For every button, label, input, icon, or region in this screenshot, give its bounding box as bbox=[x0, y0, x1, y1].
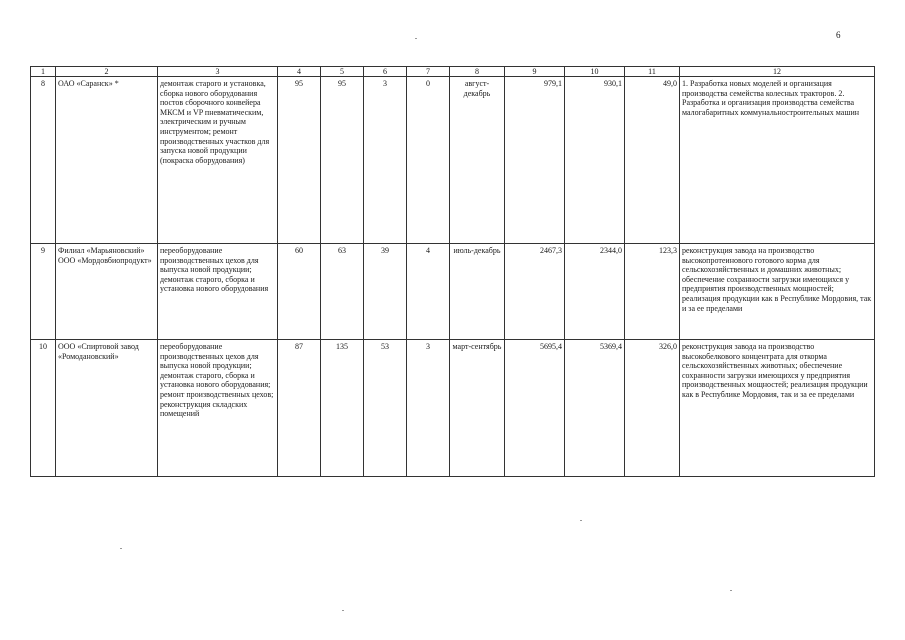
value-cell-6: 3 bbox=[364, 77, 407, 244]
value-cell-7: 3 bbox=[407, 340, 450, 477]
column-number: 9 bbox=[505, 67, 565, 77]
table-row bbox=[31, 77, 875, 244]
scan-speck bbox=[730, 590, 732, 591]
organization-name: ООО «Спиртовой завод «Ромодановский» bbox=[56, 340, 158, 477]
row-number: 9 bbox=[31, 244, 56, 340]
value-cell-11: 49,0 bbox=[625, 77, 680, 244]
value-cell-10: 5369,4 bbox=[565, 340, 625, 477]
column-number: 11 bbox=[625, 67, 680, 77]
scan-speck bbox=[415, 38, 417, 39]
page-number: 6 bbox=[836, 30, 841, 40]
period-cell: июль-декабрь bbox=[450, 244, 505, 340]
period-cell: март-сентябрь bbox=[450, 340, 505, 477]
value-cell-11: 123,3 bbox=[625, 244, 680, 340]
measures-text: переоборудование производственных цехов для выпуска новой продукции; демонтаж старого, сборка и установка нового оборудования; ремонт производственных цехов; реконструкция складских помещений bbox=[158, 340, 278, 477]
column-number: 12 bbox=[680, 67, 875, 77]
description-text: 1. Разработка новых моделей и организация производства семейства колесных тракторов. 2. Разработка и организация производства семейства малогабаритных коммунальностроительных машин bbox=[680, 77, 875, 244]
value-cell-7: 0 bbox=[407, 77, 450, 244]
column-number-row bbox=[31, 67, 875, 77]
column-number: 7 bbox=[407, 67, 450, 77]
column-number: 2 bbox=[56, 67, 158, 77]
column-number: 8 bbox=[450, 67, 505, 77]
measures-text: переоборудование производственных цехов для выпуска новой продукции; демонтаж старого, сборка и установка нового оборудования bbox=[158, 244, 278, 340]
value-cell-4: 95 bbox=[278, 77, 321, 244]
row-number: 8 bbox=[31, 77, 56, 244]
value-cell-9: 5695,4 bbox=[505, 340, 565, 477]
description-text: реконструкция завода на производство высокобелкового концентрата для откорма сельскохозяйственных животных; обеспечение сохранности загрузки имеющихся у предприятия производственных мощностей; реализация продукции как в Республике Мордовия, так и за ее пределами bbox=[680, 340, 875, 477]
value-cell-5: 135 bbox=[321, 340, 364, 477]
value-cell-11: 326,0 bbox=[625, 340, 680, 477]
value-cell-5: 63 bbox=[321, 244, 364, 340]
column-number: 4 bbox=[278, 67, 321, 77]
organization-name: ОАО «Саранск» * bbox=[56, 77, 158, 244]
scan-speck bbox=[342, 610, 344, 611]
row-number: 10 bbox=[31, 340, 56, 477]
column-number: 3 bbox=[158, 67, 278, 77]
table-row bbox=[31, 340, 875, 477]
value-cell-9: 2467,3 bbox=[505, 244, 565, 340]
column-number: 6 bbox=[364, 67, 407, 77]
scan-speck bbox=[580, 520, 582, 521]
value-cell-6: 53 bbox=[364, 340, 407, 477]
period-cell: август-декабрь bbox=[450, 77, 505, 244]
value-cell-10: 2344,0 bbox=[565, 244, 625, 340]
measures-text: демонтаж старого и установка, сборка нового оборудования постов сборочного конвейера МКСМ и VP пневматическим, электрическим и ручным инструментом; ремонт производственных участков для запуска новой продукции (покраска оборудования) bbox=[158, 77, 278, 244]
description-text: реконструкция завода на производство высокопротеинового готового корма для сельскохозяйственных и домашних животных; обеспечение сохранности загрузки имеющихся у предприятия производственных мощностей; реализация продукции как в Республике Мордовия, так и за ее пределами bbox=[680, 244, 875, 340]
value-cell-7: 4 bbox=[407, 244, 450, 340]
organization-name: Филиал «Марьяновский» ООО «Мордовбиопродукт» bbox=[56, 244, 158, 340]
scan-speck bbox=[120, 548, 122, 549]
column-number: 1 bbox=[31, 67, 56, 77]
column-number: 5 bbox=[321, 67, 364, 77]
value-cell-6: 39 bbox=[364, 244, 407, 340]
value-cell-10: 930,1 bbox=[565, 77, 625, 244]
value-cell-5: 95 bbox=[321, 77, 364, 244]
table-row bbox=[31, 244, 875, 340]
value-cell-9: 979,1 bbox=[505, 77, 565, 244]
value-cell-4: 60 bbox=[278, 244, 321, 340]
value-cell-4: 87 bbox=[278, 340, 321, 477]
data-table bbox=[30, 66, 875, 477]
column-number: 10 bbox=[565, 67, 625, 77]
